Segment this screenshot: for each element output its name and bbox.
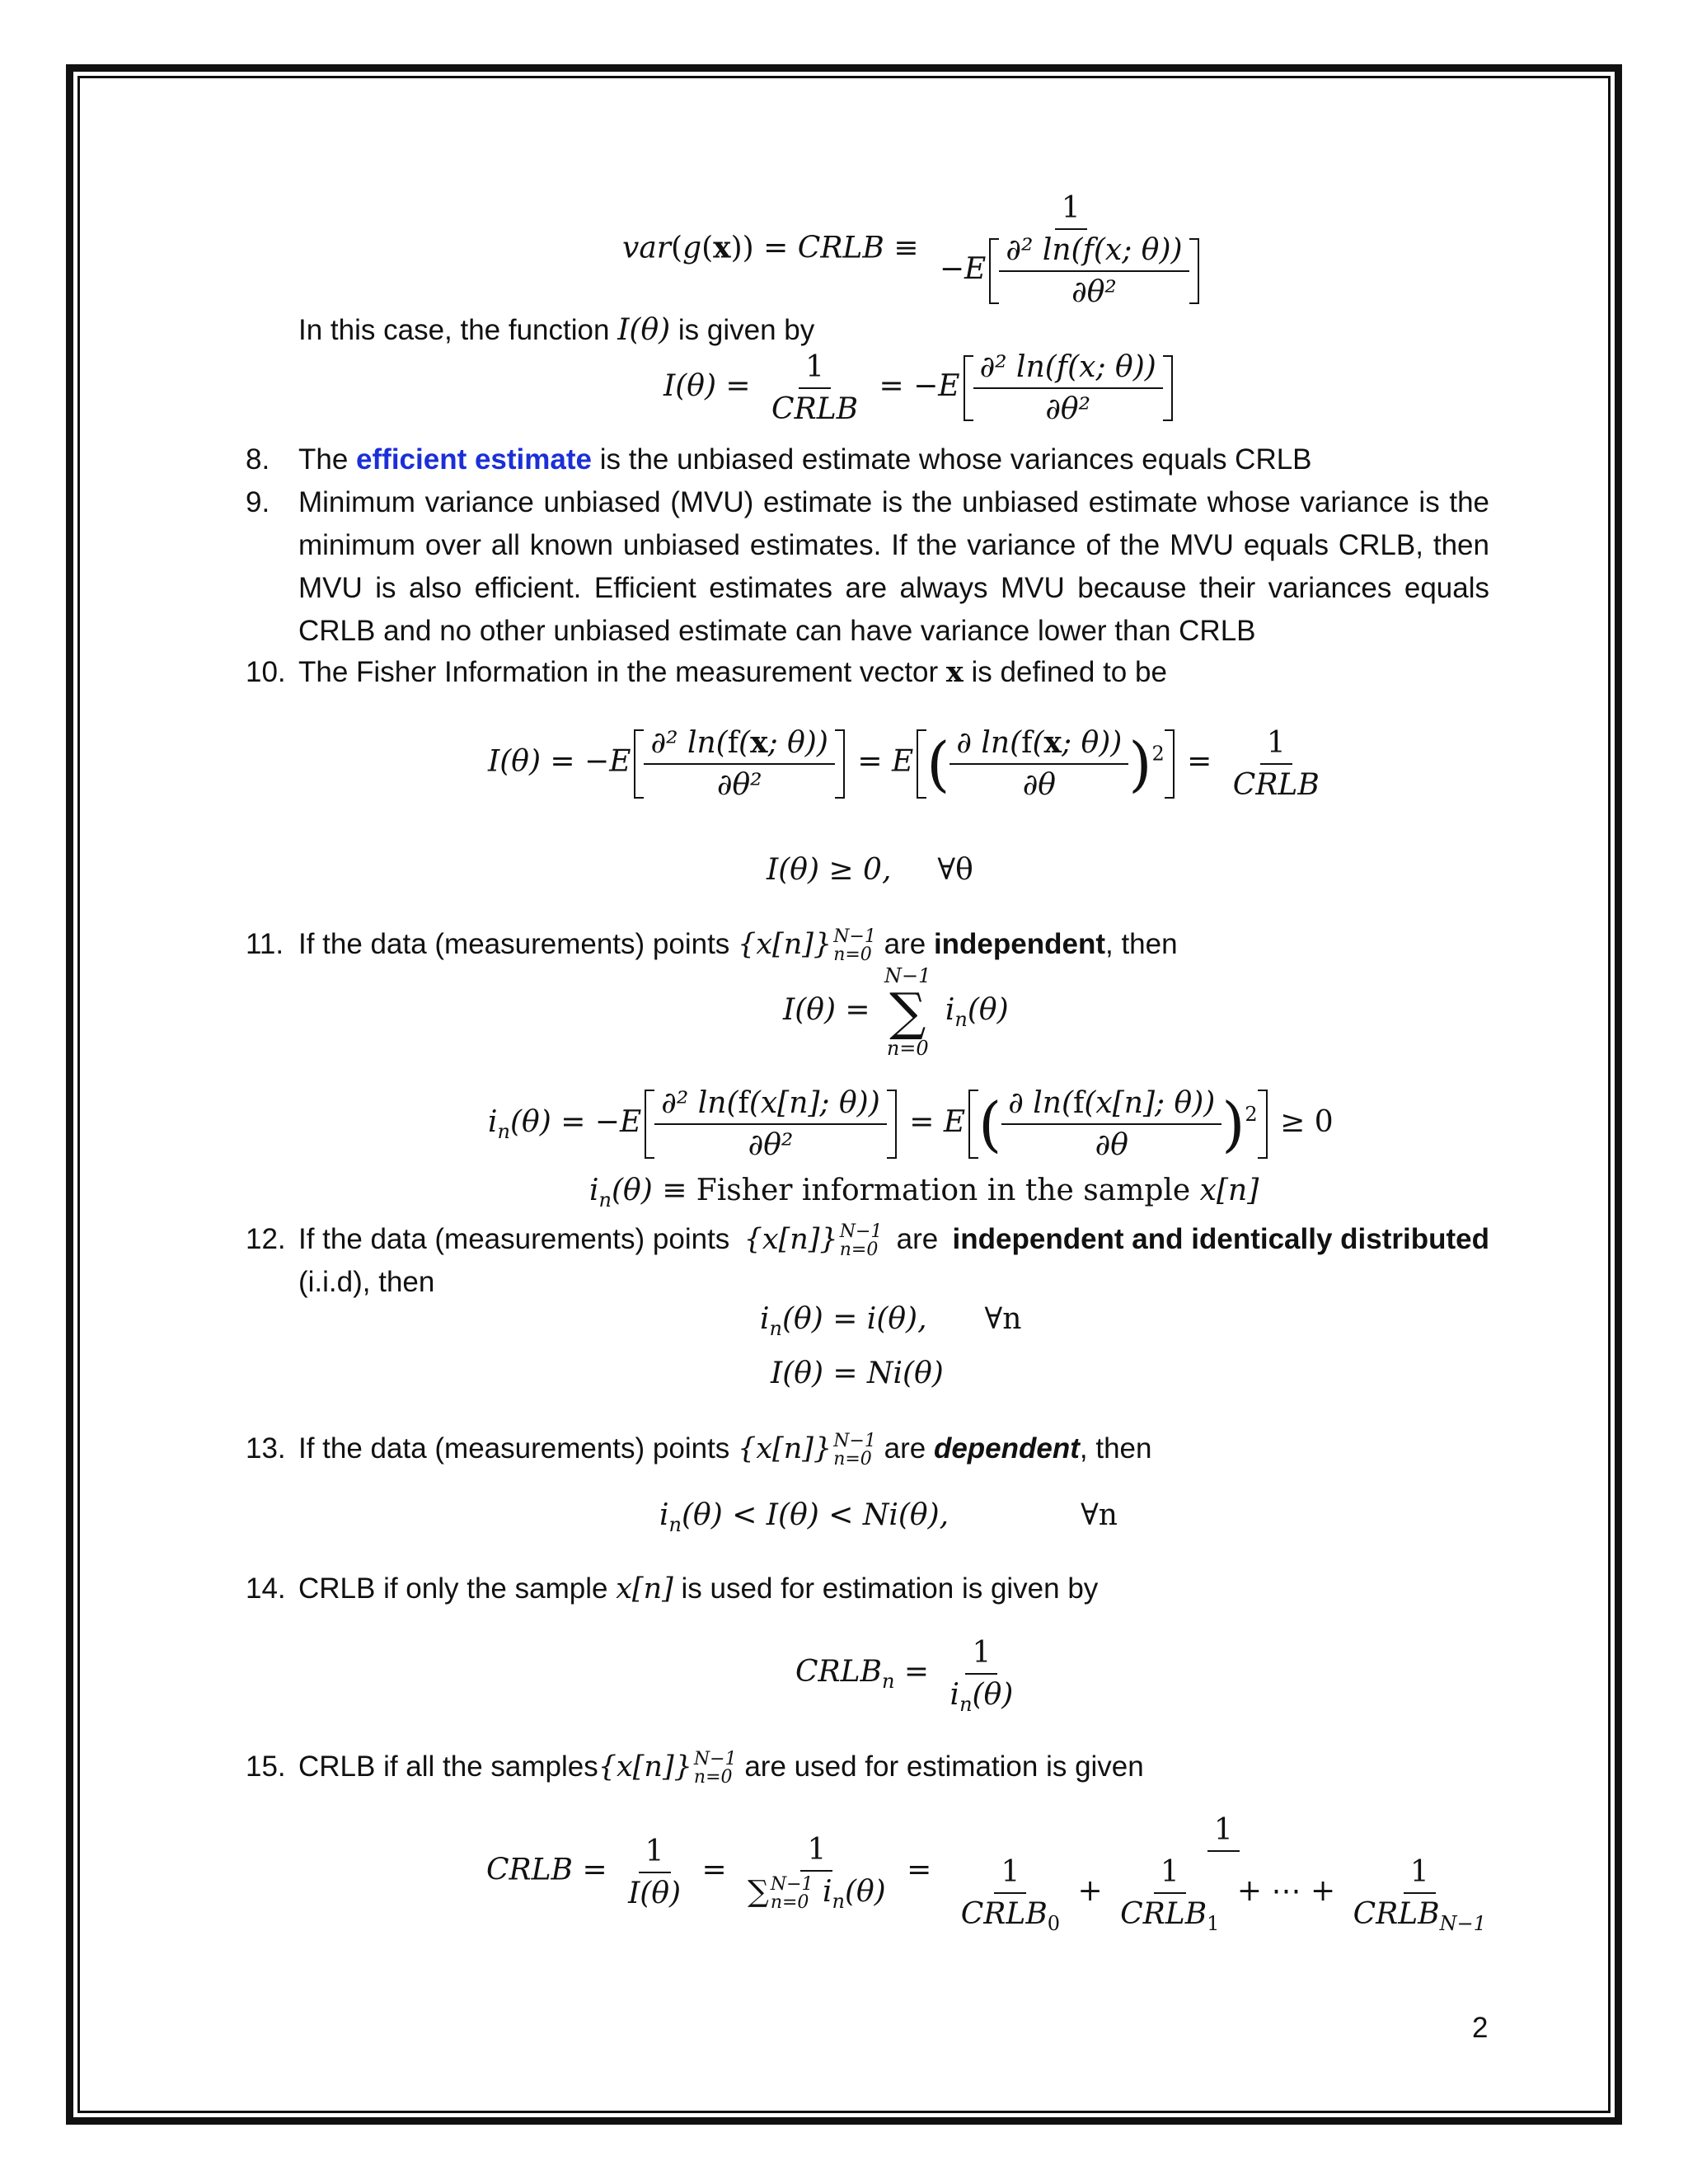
item-11-number: 11.: [246, 928, 284, 960]
item-12-text: If the data (measurements) points {x[n]}N−1 n=0 are independent and identically distributed (i.i.d), then: [298, 1221, 1489, 1298]
page-number: 2: [1472, 2012, 1489, 2044]
equation-I-theta-definition: I(θ) = $\frac{1}{\text{CRLB}}$ = −E $\frac{\text{∂² ln(f(x; θ))}}{\text{∂θ²}}$: [663, 350, 1176, 426]
item-13-text: If the data (measurements) points {x[n]}N−1 n=0 are dependent, then: [298, 1430, 1152, 1469]
equation-fisher-nonnegative: I(θ) ≥ 0, ∀θ: [767, 853, 973, 887]
item-12-number: 12.: [246, 1223, 286, 1255]
equation-fisher-information: I(θ) = −E $\frac{\text{∂² ln(f(x; θ))}}{\text{∂θ²}}$ = E ( $\frac{\partial \ln(f(x; \theta))}{\partial\theta}$ )$^2$ = $\frac{1}{\text{CRLB}}$: [488, 725, 1320, 802]
equation-dependent-bound: $i_n(\theta) < I(\theta) < Ni(\theta)$, ∀n: [659, 1498, 1118, 1537]
text-in-this-case: In this case, the function I(θ) is given by: [298, 313, 815, 347]
item-9-number: 9.: [246, 486, 270, 518]
equation-var-crlb: var(g(x)) = CRLB ≡ 1 −E $\frac{\text{∂² ln(f(x; θ))}}{\text{∂θ²}}$: [622, 191, 1214, 309]
efficient-estimate-term: efficient estimate: [356, 443, 592, 476]
item-10-number: 10.: [246, 656, 286, 688]
item-14-number: 14.: [246, 1572, 286, 1605]
equation-iid-sample: $i_n(\theta) = i(\theta)$, ∀n: [760, 1302, 1022, 1341]
equation-sample-fisher: $i_n(\theta) = -E$ $\frac{\text{∂² ln(f(x[n]; θ))}}{\text{∂θ²}}$ = E ( $\frac{\partial \ln(f(x[n]; \theta))}{\partial\theta}$ )$^2$ ≥ 0: [488, 1086, 1334, 1162]
equation-fisher-sample-definition: $i_n(\theta)$ ≡ Fisher information in the sample x[n]: [589, 1174, 1259, 1212]
item-13-number: 13.: [246, 1432, 286, 1465]
item-11-text: If the data (measurements) points {x[n]}N−1 n=0 are independent, then: [298, 926, 1178, 965]
item-8-text: The efficient estimate is the unbiased estimate whose variances equals CRLB: [298, 443, 1312, 476]
item-10-text: The Fisher Information in the measurement vector x is defined to be: [298, 655, 1167, 689]
item-15-text: CRLB if all the samples{x[n]}N−1 n=0 are used for estimation is given: [298, 1748, 1144, 1788]
equation-iid-total: I(θ) = Ni(θ): [771, 1357, 944, 1390]
item-8-number: 8.: [246, 443, 270, 476]
item-15-number: 15.: [246, 1750, 286, 1783]
equation-crlb-total: CRLB = $\frac{1}{I(\theta)}$ = 1 ∑N−1 n=0 $i_n(\theta)$ = 1 $\frac{1}{CRLB_0}$ + $\frac{1}{CRLB_1}$ + ⋯ + $\frac{1}{CRLB_{N-1}}$: [486, 1813, 1486, 1936]
equation-crlb-n: $CRLB_n$ = $\frac{1}{i_n(\theta)}$: [795, 1636, 1014, 1717]
item-14-text: CRLB if only the sample x[n] is used for estimation is given by: [298, 1572, 1099, 1605]
equation-fisher-sum: I(θ) = N−1 ∑ n=0 $i_n(\theta)$: [783, 964, 1009, 1060]
item-9-text: Minimum variance unbiased (MVU) estimate is the unbiased estimate whose variance is the minimum over all known unbiased estimates. If the variance of the MVU equals CRLB, then MVU is also efficient. Efficient estimates are always MVU because their variances equals CRLB and no other unbiased estimate can have variance lower than CRLB: [298, 486, 1489, 647]
